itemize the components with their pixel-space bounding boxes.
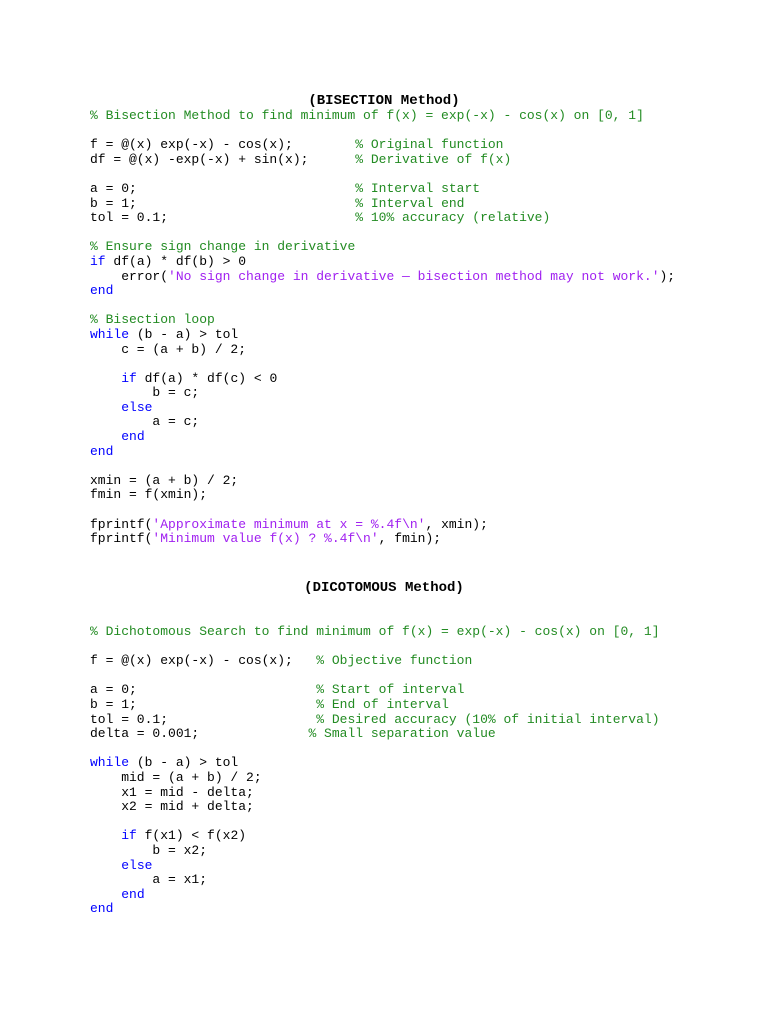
code-line: [90, 430, 675, 445]
code-line: [90, 756, 660, 771]
code-comment: % Bisection loop: [90, 312, 215, 328]
code-keyword: while: [90, 755, 130, 771]
code-text: [90, 429, 121, 444]
code-line: [90, 727, 660, 742]
code-line: [90, 299, 675, 314]
code-string: 'Approximate minimum at x = %.4f\n': [152, 516, 426, 532]
code-line: [90, 415, 675, 430]
code-line: [90, 474, 675, 489]
code-text: f(x1) < f(x2): [136, 828, 247, 844]
code-line: [90, 343, 675, 358]
code-line: [90, 459, 675, 474]
code-text: [90, 887, 121, 902]
code-keyword: if: [121, 828, 137, 844]
dichotomous-title: (DICOTOMOUS Method): [304, 580, 464, 596]
code-keyword: else: [121, 399, 153, 415]
code-text: b = 1;: [90, 696, 317, 712]
code-line: [90, 815, 660, 830]
code-keyword: end: [121, 429, 145, 445]
bisection-title: (BISECTION Method): [308, 93, 460, 109]
code-line: [90, 401, 675, 416]
code-comment: % Interval end: [355, 195, 465, 211]
code-line: [90, 713, 660, 728]
code-text: fprintf(: [90, 531, 153, 547]
code-text: );: [659, 268, 676, 284]
code-text: (b - a) > tol: [129, 326, 239, 342]
code-line: [90, 503, 675, 518]
code-comment: % Desired accuracy (10% of initial interval): [316, 711, 660, 727]
code-line: [90, 182, 675, 197]
code-line: [90, 625, 660, 640]
code-text: x2 = mid + delta;: [90, 799, 254, 815]
code-comment: % Start of interval: [316, 682, 465, 698]
code-line: [90, 255, 675, 270]
code-line: [90, 197, 675, 212]
code-comment: % Original function: [355, 137, 504, 153]
code-keyword: end: [90, 443, 114, 459]
code-keyword: end: [90, 901, 114, 917]
code-text: delta = 0.001;: [90, 726, 309, 742]
code-string: 'No sign change in derivative — bisection method may not work.': [168, 268, 660, 284]
code-comment: % Objective function: [316, 653, 473, 669]
code-line: [90, 270, 675, 285]
code-text: fmin = f(xmin);: [90, 487, 208, 503]
code-comment: % Small separation value: [308, 726, 496, 742]
code-line: [90, 386, 675, 401]
code-text: , fmin);: [378, 531, 442, 547]
code-text: fprintf(: [90, 516, 153, 532]
code-comment: % Bisection Method to find minimum of f(x) = exp(-x) - cos(x) on [0, 1]: [90, 108, 644, 123]
code-line: [90, 167, 675, 182]
code-text: c = (a + b) / 2;: [90, 341, 247, 357]
code-keyword: end: [90, 283, 114, 299]
code-keyword: end: [121, 886, 145, 902]
code-comment: % End of interval: [316, 696, 449, 712]
code-text: df(a) * df(b) > 0: [105, 253, 247, 269]
code-line: [90, 669, 660, 684]
code-text: b = 1;: [90, 195, 356, 211]
code-text: f = @(x) exp(-x) - cos(x);: [90, 137, 356, 153]
code-line: [90, 532, 675, 547]
code-text: a = x1;: [90, 872, 208, 888]
code-comment: % Derivative of f(x): [355, 151, 512, 167]
code-line: [90, 771, 660, 786]
code-text: df(a) * df(c) < 0: [136, 370, 278, 386]
code-line: [90, 786, 660, 801]
code-line: [90, 518, 675, 533]
code-text: (b - a) > tol: [129, 755, 239, 771]
code-line: [90, 284, 675, 299]
code-line: [90, 313, 675, 328]
code-line: [90, 226, 675, 241]
code-string: 'Minimum value f(x) ? %.4f\n': [152, 531, 379, 547]
code-keyword: while: [90, 326, 130, 342]
code-line: [90, 445, 675, 460]
code-text: [90, 828, 121, 843]
code-line: [90, 211, 675, 226]
code-text: , xmin);: [425, 516, 488, 532]
code-keyword: if: [90, 253, 106, 269]
code-text: f = @(x) exp(-x) - cos(x);: [90, 653, 317, 669]
code-text: error(: [90, 268, 169, 284]
code-line: [90, 240, 675, 255]
code-line: [90, 800, 660, 815]
code-text: df = @(x) -exp(-x) + sin(x);: [90, 151, 356, 167]
code-line: [90, 844, 660, 859]
code-line: [90, 873, 660, 888]
code-line: [90, 138, 675, 153]
code-comment: % Dichotomous Search to find minimum of f(x) = exp(-x) - cos(x) on [0, 1]: [90, 624, 660, 639]
code-line: [90, 124, 675, 139]
bisection-code-block: [90, 109, 675, 547]
code-line: [90, 888, 660, 903]
code-text: [90, 400, 121, 415]
code-line: [90, 859, 660, 874]
code-line: [90, 109, 675, 124]
code-keyword: if: [121, 370, 137, 386]
code-line: [90, 902, 660, 917]
code-line: [90, 683, 660, 698]
code-comment: % Ensure sign change in derivative: [90, 239, 356, 255]
code-text: b = x2;: [90, 842, 208, 858]
code-line: [90, 829, 660, 844]
code-line: [90, 357, 675, 372]
code-comment: % 10% accuracy (relative): [355, 210, 551, 226]
code-text: [90, 858, 121, 873]
code-line: [90, 742, 660, 757]
code-line: [90, 698, 660, 713]
code-line: [90, 488, 675, 503]
code-comment: % Interval start: [355, 180, 481, 196]
code-keyword: else: [121, 857, 153, 873]
code-text: [90, 371, 121, 386]
code-text: b = c;: [90, 385, 200, 401]
code-text: tol = 0.1;: [90, 711, 317, 727]
code-text: a = c;: [90, 414, 200, 430]
code-line: [90, 640, 660, 655]
code-text: a = 0;: [90, 180, 356, 196]
code-text: x1 = mid - delta;: [90, 784, 254, 800]
code-line: [90, 372, 675, 387]
dichotomous-code-block: [90, 625, 660, 917]
code-text: a = 0;: [90, 682, 317, 698]
code-text: mid = (a + b) / 2;: [90, 769, 262, 785]
code-text: tol = 0.1;: [90, 210, 356, 226]
code-line: [90, 328, 675, 343]
code-line: [90, 654, 660, 669]
code-line: [90, 153, 675, 168]
code-text: xmin = (a + b) / 2;: [90, 472, 239, 488]
